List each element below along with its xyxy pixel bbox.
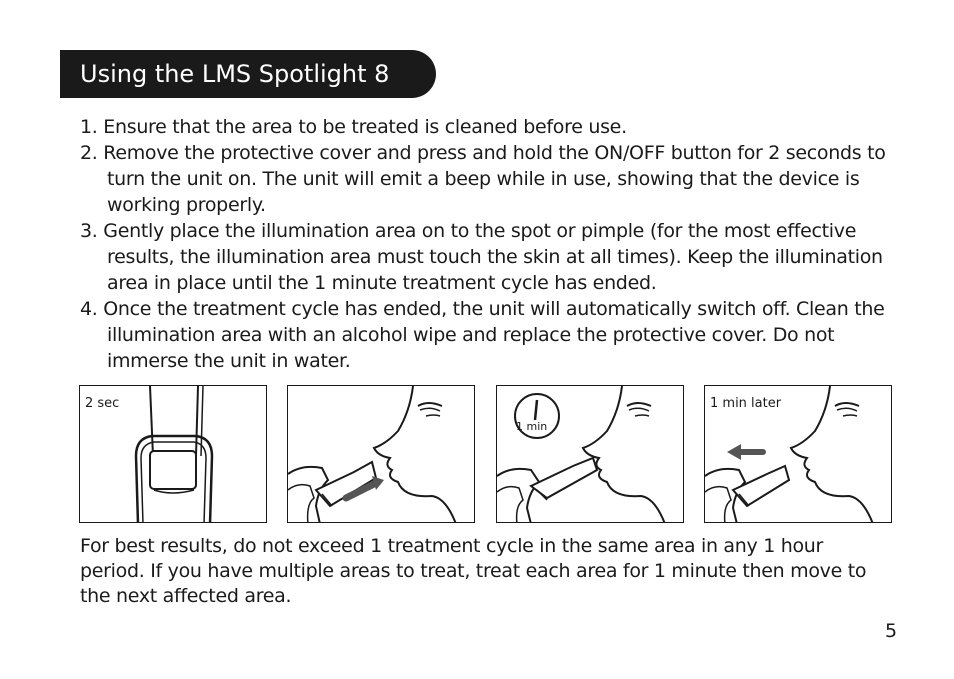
instruction-list (80, 114, 900, 374)
figure-press-button (79, 385, 267, 523)
duration-label: 2 sec (85, 396, 120, 411)
instruction-step-4: 4. Once the treatment cycle has ended, the unit will automatically switch off. Clean the illumination area with an alcohol wipe and replace the protective cover. Do not immerse the unit in water. (80, 298, 885, 372)
page-number: 5 (885, 620, 898, 642)
instruction-step-3: 3. Gently place the illumination area on to the spot or pimple (for the most effective results, the illumination area must touch the skin at all times). Keep the illumination area in place until the 1 minute treatment cycle has ended. (80, 220, 883, 294)
after-duration-label: 1 min later (710, 396, 782, 411)
section-title: Using the LMS Spotlight 8 (60, 50, 436, 98)
instruction-step-1: 1. Ensure that the area to be treated is cleaned before use. (80, 116, 627, 138)
face-hand-timer-illustration (497, 386, 684, 523)
face-hand-illustration (288, 386, 475, 523)
figure-treatment-timer (496, 385, 684, 523)
instruction-step-2: 2. Remove the protective cover and press and hold the ON/OFF button for 2 seconds to turn the unit on. The unit will emit a beep while in use, showing that the device is working properly. (80, 142, 886, 216)
figure-apply-device (287, 385, 475, 523)
usage-note: For best results, do not exceed 1 treatment cycle in the same area in any 1 hour period. If you have multiple areas to treat, treat each area for 1 minute then move to the next affected area. (80, 535, 867, 607)
timer-dial-label: 1 min (516, 420, 548, 433)
figure-remove-device (704, 385, 892, 523)
